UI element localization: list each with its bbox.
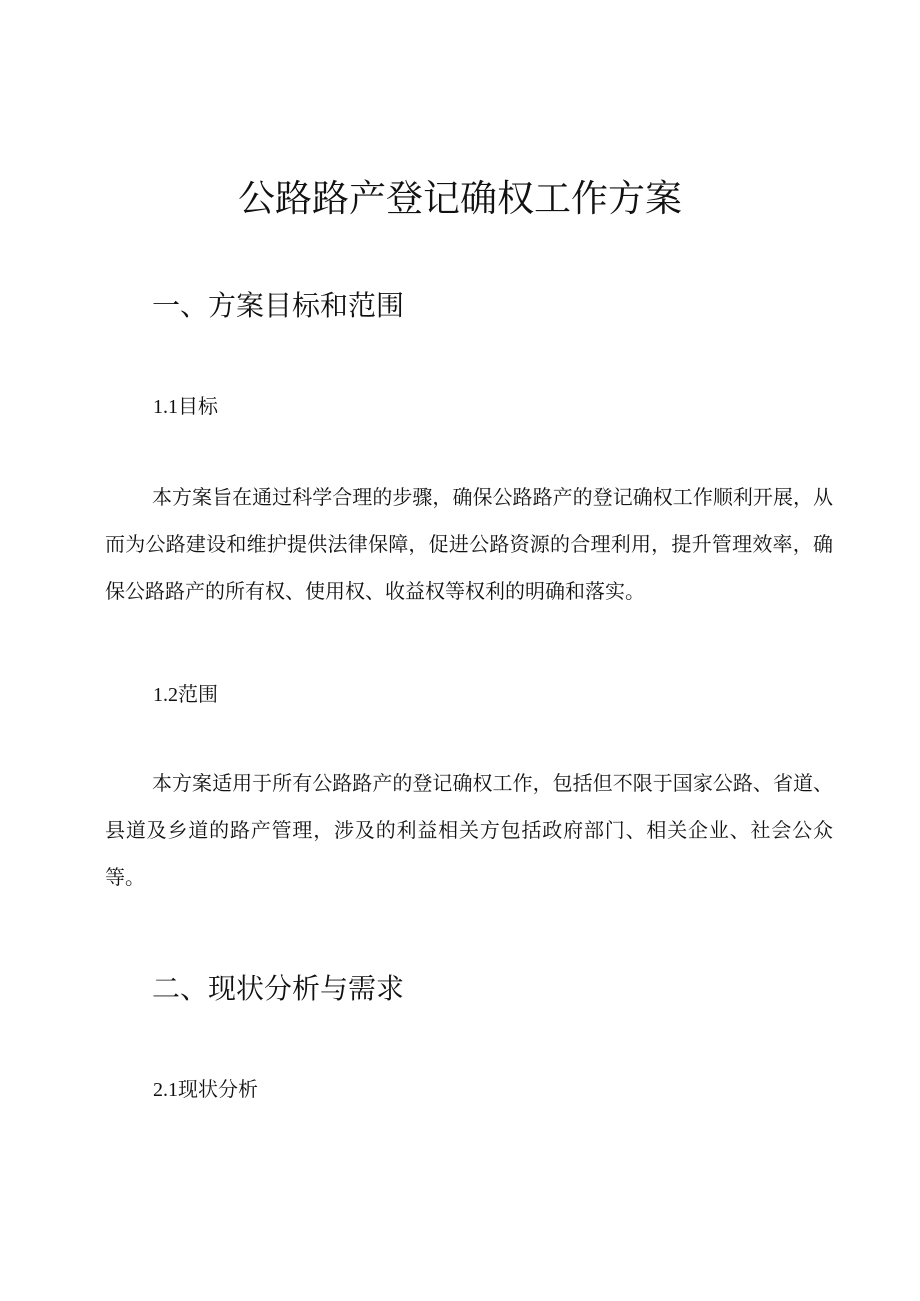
paragraph-1-1: 本方案旨在通过科学合理的步骤，确保公路路产的登记确权工作顺利开展，从而为公路建设和维护提供法律保障，促进公路资源的合理利用，提升管理效率，确保公路路产的所有权、使用权、收益权等权利的明确和落实。 [105, 485, 833, 603]
subsection-heading-1-1: 1.1目标 [153, 396, 218, 418]
section-heading-1: 一、方案目标和范围 [152, 289, 405, 322]
paragraph-1-2: 本方案适用于所有公路路产的登记确权工作，包括但不限于国家公路、省道、县道及乡道的路产管理，涉及的利益相关方包括政府部门、相关企业、社会公众等。 [105, 771, 833, 889]
subsection-heading-2-1: 2.1现状分析 [153, 1079, 258, 1101]
section-heading-2: 二、现状分析与需求 [152, 972, 405, 1005]
document-title: 公路路产登记确权工作方案 [238, 177, 682, 220]
subsection-heading-1-2: 1.2范围 [153, 684, 218, 706]
